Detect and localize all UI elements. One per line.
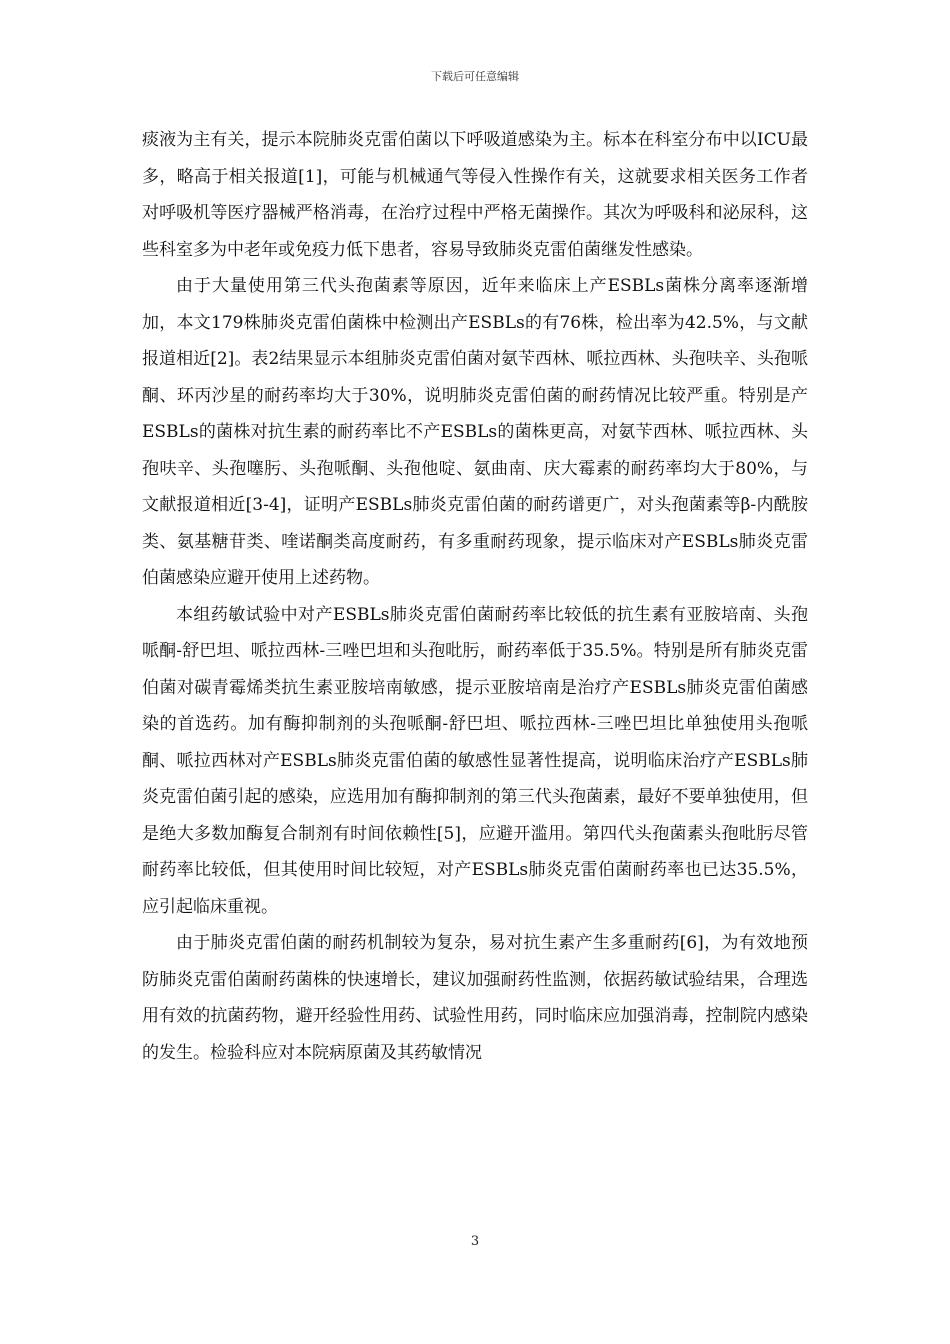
paragraph-4: 由于肺炎克雷伯菌的耐药机制较为复杂，易对抗生素产生多重耐药[6]，为有效地预防肺炎克雷伯菌耐药菌株的快速增长，建议加强耐药性监测，依据药敏试验结果，合理选用有效的抗菌药物，避开经验性用药、试验性用药，同时临床应加强消毒，控制院内感染的发生。检验科应对本院病原菌及其药敏情况 (142, 933, 808, 1063)
paragraph-2: 由于大量使用第三代头孢菌素等原因，近年来临床上产ESBLs菌株分离率逐渐增加，本文179株肺炎克雷伯菌株中检测出产ESBLs的有76株，检出率为42.5%，与文献报道相近[2]。表2结果显示本组肺炎克雷伯菌对氨苄西林、哌拉西林、头孢呋辛、头孢哌酮、环丙沙星的耐药率均大于30%，说明肺炎克雷伯菌的耐药情况比较严重。特别是产ESBLs的菌株对抗生素的耐药率比不产ESBLs的菌株更高，对氨苄西林、哌拉西林、头孢呋辛、头孢噻肟、头孢哌酮、头孢他啶、氨曲南、庆大霉素的耐药率均大于80%，与文献报道相近[3-4]，证明产ESBLs肺炎克雷伯菌的耐药谱更广，对头孢菌素等β-内酰胺类、氨基糖苷类、喹诺酮类高度耐药，有多重耐药现象，提示临床对产ESBLs肺炎克雷伯菌感染应避开使用上述药物。 (142, 276, 808, 588)
page-header: 下载后可任意编辑 (431, 70, 519, 83)
paragraph-1: 痰液为主有关，提示本院肺炎克雷伯菌以下呼吸道感染为主。标本在科室分布中以ICU最多，略高于相关报道[1]，可能与机械通气等侵入性操作有关，这就要求相关医务工作者对呼吸机等医疗器械严格消毒，在治疗过程中严格无菌操作。其次为呼吸科和泌尿科，这些科室多为中老年或免疫力低下患者，容易导致肺炎克雷伯菌继发性感染。 (142, 130, 808, 260)
page-number: 3 (470, 1234, 480, 1249)
paragraph-3: 本组药敏试验中对产ESBLs肺炎克雷伯菌耐药率比较低的抗生素有亚胺培南、头孢哌酮-舒巴坦、哌拉西林-三唑巴坦和头孢吡肟，耐药率低于35.5%。特别是所有肺炎克雷伯菌对碳青霉烯类抗生素亚胺培南敏感，提示亚胺培南是治疗产ESBLs肺炎克雷伯菌感染的首选药。加有酶抑制剂的头孢哌酮-舒巴坦、哌拉西林-三唑巴坦比单独使用头孢哌酮、哌拉西林对产ESBLs肺炎克雷伯菌的敏感性显著性提高，说明临床治疗产ESBLs肺炎克雷伯菌引起的感染，应选用加有酶抑制剂的第三代头孢菌素，最好不要单独使用，但是绝大多数加酶复合制剂有时间依赖性[5]，应避开滥用。第四代头孢菌素头孢吡肟尽管耐药率比较低，但其使用时间比较短，对产ESBLs肺炎克雷伯菌耐药率也已达35.5%，应引起临床重视。 (142, 604, 808, 917)
document-body (142, 122, 808, 1071)
